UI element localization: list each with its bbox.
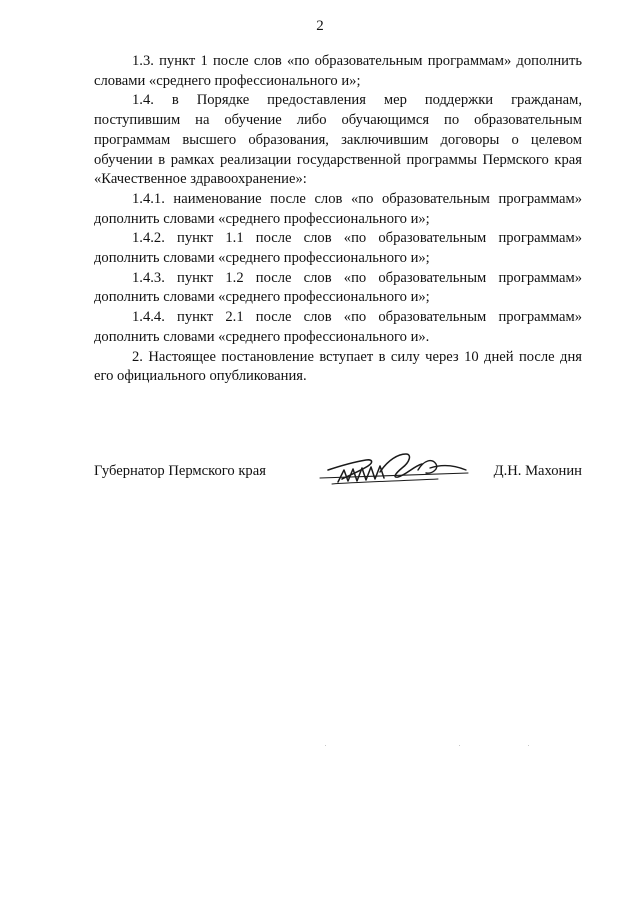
paragraph-1-4: 1.4. в Порядке предоставления мер поддержки гражданам, поступившим на обучение либо обучающимся по образовательным программам высшего образования, заключившим договоры о целевом обучении в рамках реализации государственной программы Пермского края «Качественное здравоохранение»: — [94, 92, 582, 188]
handwritten-signature — [318, 448, 478, 492]
signatory-position: Губернатор Пермского края — [94, 463, 266, 479]
signature-block — [94, 448, 582, 498]
paragraph-2: 2. Настоящее постановление вступает в силу через 10 дней после дня его официального опубликования. — [94, 348, 582, 385]
paragraph-1-3: 1.3. пункт 1 после слов «по образовательным программам» дополнить словами «среднего профессионального и»; — [94, 53, 582, 89]
scan-speck — [528, 745, 529, 746]
paragraph-1-4-4: 1.4.4. пункт 2.1 после слов «по образовательным программам» дополнить словами «среднего профессионального и». — [94, 309, 582, 345]
paragraph-1-4-3: 1.4.3. пункт 1.2 после слов «по образовательным программам» дополнить словами «среднего профессионального и»; — [94, 269, 582, 306]
document-body — [94, 52, 582, 387]
scan-speck — [459, 745, 460, 746]
paragraph-1-4-2: 1.4.2. пункт 1.1 после слов «по образовательным программам» дополнить словами «среднего профессионального и»; — [94, 230, 582, 267]
paragraph-1-4-1: 1.4.1. наименование после слов «по образовательным программам» дополнить словами «среднего профессионального и»; — [94, 190, 582, 227]
scan-speck — [325, 745, 326, 746]
signatory-name: Д.Н. Махонин — [493, 463, 582, 479]
page-number: 2 — [316, 18, 324, 34]
